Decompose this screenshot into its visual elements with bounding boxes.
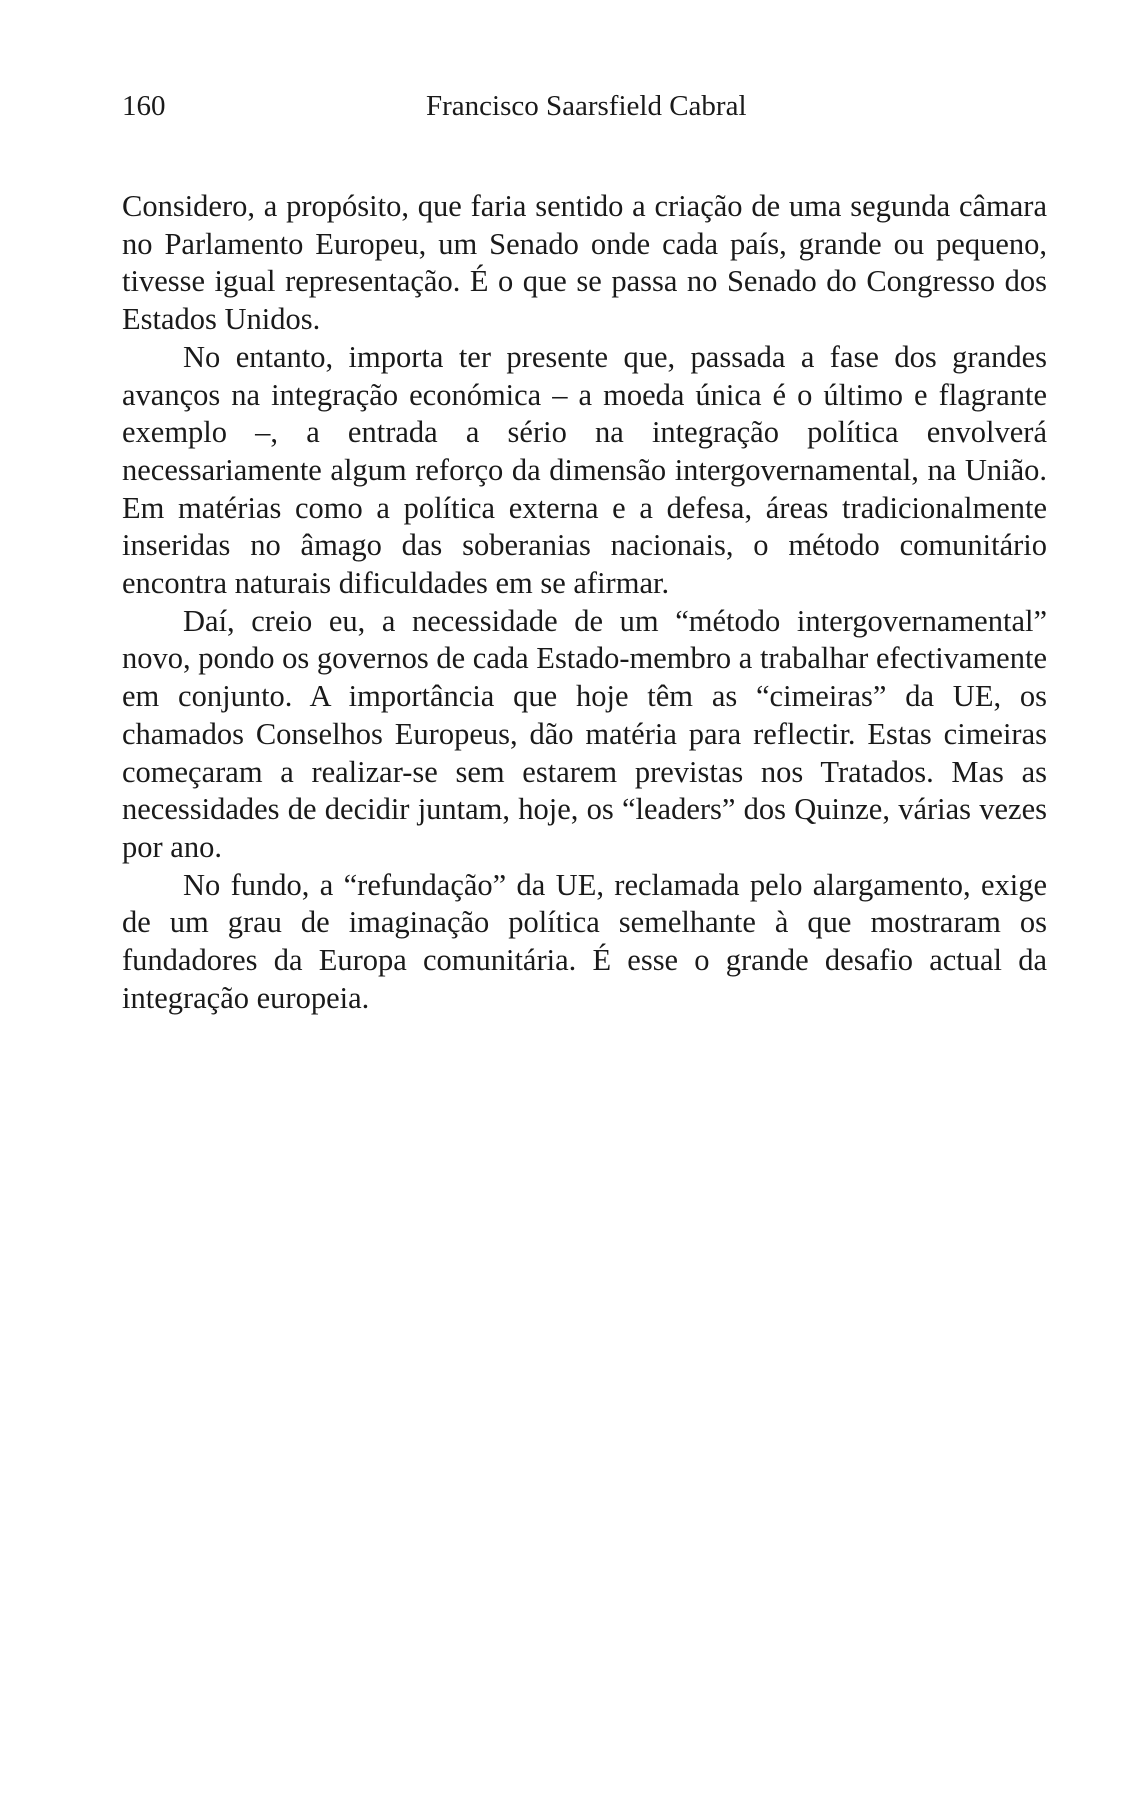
paragraph: Considero, a propósito, que faria sentido a criação de uma segunda câmara no Parlamento Europeu, um Senado onde cada país, grande ou pequeno, tivesse igual representação. É o que se passa no Senado do Congresso dos Estados Unidos. [122,189,1047,337]
paragraph: No fundo, a “refundação” da UE, reclamada pelo alargamento, exige de um grau de imaginação política semelhante à que mostraram os fundadores da Europa comunitária. É esse o grande desafio actual da integração europeia. [122,867,1047,1015]
running-head [122,86,1055,126]
running-title: Francisco Saarsfield Cabral [426,90,747,122]
body-text [122,188,1047,1017]
page-number: 160 [122,90,166,122]
paragraph: Daí, creio eu, a necessidade de um “método intergovernamental” novo, pondo os governos de cada Estado-membro a trabalhar efectivamente em conjunto. A importância que hoje têm as “cimeiras” da UE, os chamados Conselhos Europeus, dão matéria para reflectir. Estas cimeiras começaram a realizar-se sem estarem previstas nos Tratados. Mas as necessidades de decidir juntam, hoje, os “leaders” dos Quinze, várias vezes por ano. [122,603,1047,864]
paragraph: No entanto, importa ter presente que, passada a fase dos grandes avanços na integração económica – a moeda única é o último e flagrante exemplo –, a entrada a sério na integração política envolverá necessariamente algum reforço da dimensão intergovernamental, na União. Em matérias como a política externa e a defesa, áreas tradicionalmente inseridas no âmago das soberanias nacionais, o método comunitário encontra naturais dificuldades em se afirmar. [122,339,1047,601]
